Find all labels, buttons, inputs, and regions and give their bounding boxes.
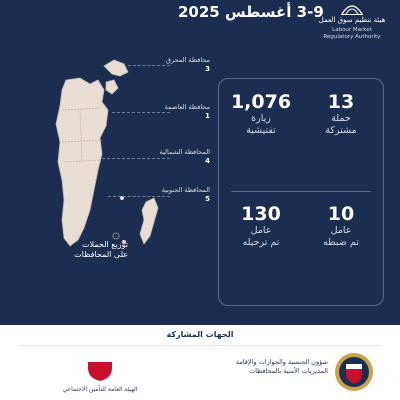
stat-label-line2: مشتركة (325, 125, 357, 136)
distribution-label-line2: على المحافظات (74, 250, 128, 259)
gov-southern (150, 186, 210, 203)
map-capital-area (106, 80, 118, 94)
distribution-label-line1: توزيع الحملات (81, 240, 128, 249)
stat-joint-campaigns (301, 91, 381, 137)
gov-muharraq-number: 3 (205, 65, 210, 73)
gov-capital-name: محافظة العاصمة (164, 103, 210, 111)
stat-label-line1: زيارة (251, 113, 271, 124)
lmra-name-en-line1: Labour Market (332, 27, 372, 33)
distribution-label (68, 240, 128, 260)
map-hawar-islands (140, 198, 158, 244)
npra-name-line1: شؤون الجنسية والجوازات والإقامة (235, 358, 328, 366)
stat-label-line1: حملة (331, 113, 351, 124)
stats-divider (231, 191, 371, 192)
stat-value: 130 (241, 203, 281, 225)
lmra-name-en-line2: Regulatory Authority (323, 34, 381, 40)
gov-northern-name: المحافظة الشمالية (159, 148, 210, 156)
stats-box (218, 78, 384, 306)
gov-muharraq-name: محافظة المحرق (165, 56, 210, 64)
ministry-interior-emblem-icon (334, 350, 374, 394)
gov-southern-number: 5 (205, 195, 210, 203)
map-muharraq-island (104, 60, 128, 76)
stat-label-line2: تفتيشية (246, 125, 276, 136)
gov-capital (150, 103, 210, 120)
stat-label-line2: تم ضبطه (323, 237, 359, 248)
gov-capital-number: 1 (205, 112, 210, 120)
lmra-name-ar: هيئة تنظيم سوق العمل (318, 16, 386, 24)
partners-title: الجهات المشاركة (166, 330, 234, 339)
gov-northern (150, 148, 210, 165)
sio-name: الهيئة العامة للتأمين الاجتماعي (62, 386, 138, 393)
stat-label-line1: عامل (330, 225, 352, 236)
stat-workers-deported (221, 203, 301, 249)
lmra-name-en (312, 27, 392, 41)
sio-logo (60, 350, 140, 394)
stat-inspection-visits (221, 91, 301, 137)
partners-divider (20, 345, 380, 346)
gov-northern-number: 4 (205, 157, 210, 165)
stat-label-line1: عامل (250, 225, 272, 236)
npra-name-line2: المديريات الأمنية بالمحافظات (248, 367, 328, 375)
stat-value: 1,076 (230, 91, 292, 113)
npra-name (208, 358, 328, 376)
lmra-logo (312, 0, 392, 41)
campaign-date: 3-9 أغسطس 2025 (178, 3, 324, 21)
map-islet (113, 233, 119, 239)
stat-value: 10 (327, 203, 355, 225)
gov-southern-name: المحافظة الجنوبية (161, 186, 210, 194)
stat-label-line2: تم ترحيله (242, 237, 280, 248)
gov-muharraq (150, 56, 210, 73)
stat-value: 13 (327, 91, 355, 113)
lmra-emblem-icon (339, 0, 365, 16)
stat-workers-detained (301, 203, 381, 249)
bahrain-emblem-icon (85, 350, 115, 382)
